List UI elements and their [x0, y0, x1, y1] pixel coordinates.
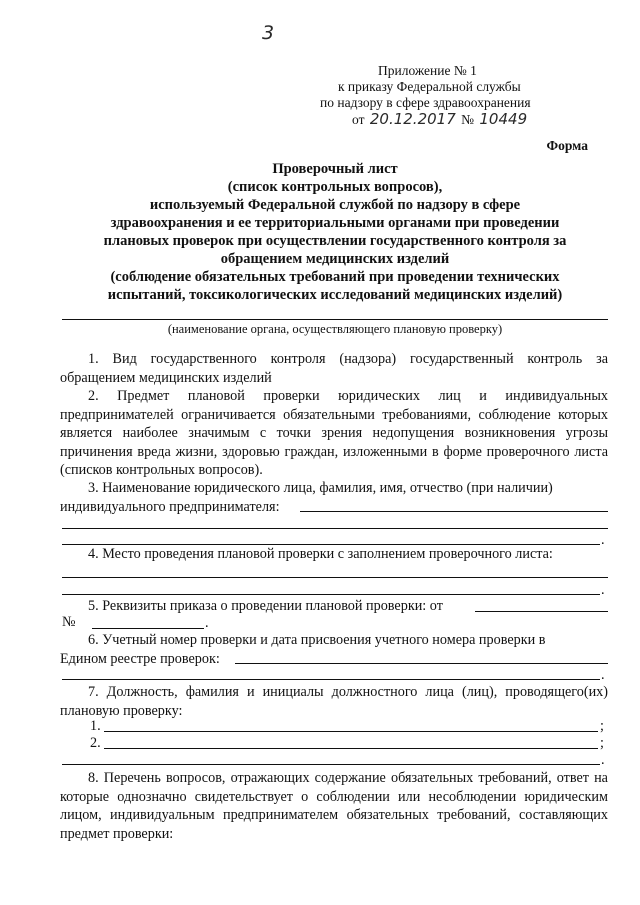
entrepreneur-name-field[interactable] [300, 511, 608, 512]
end-semicolon: ; [600, 735, 604, 751]
official-3-field[interactable] [62, 764, 600, 765]
end-dot: . [205, 615, 209, 631]
title-line: Проверочный лист [272, 161, 398, 177]
end-dot: . [601, 582, 605, 598]
document-title [60, 160, 610, 304]
org-name-line[interactable] [62, 319, 608, 320]
annex-order-line: к приказу Федеральной службы [338, 79, 521, 94]
inspection-place-field[interactable] [62, 577, 608, 578]
end-semicolon: ; [600, 718, 604, 734]
item-6-text-a: 6. Учетный номер проверки и дата присвоения учетного номера проверки в [88, 632, 546, 648]
item-7 [60, 683, 608, 720]
item-7-text: 7. Должность, фамилия и инициалы должностного лица (лиц), проводящего(их) плановую проверку: [60, 684, 608, 719]
end-dot: . [601, 532, 605, 548]
org-name-caption: (наименование органа, осуществляющего плановую проверку) [167, 322, 503, 336]
title-line: плановых проверок при осуществлении государственного контроля за [103, 233, 567, 249]
item-3-text-b: индивидуального предпринимателя: [60, 498, 280, 515]
item-2 [60, 387, 608, 480]
item-2-text: 2. Предмет плановой проверки юридических лиц и индивидуальных предпринимателей ограничивается обязательными требованиями, соблюдение которых является наиболее значимым с точки зрения недопущения возникновения угрозы причинения вреда жизни, здоровью граждан, изложенными в форме проверочного листа (списков контрольных вопросов). [60, 388, 608, 478]
number-prefix: № [461, 112, 475, 127]
item-8 [60, 769, 608, 843]
order-date-field[interactable] [475, 611, 608, 612]
official-1-label: 1. [90, 718, 101, 734]
annex-title: Приложение № 1 [378, 63, 477, 78]
item-5-text: 5. Реквизиты приказа о проведении плановой проверки: от [88, 598, 443, 614]
entrepreneur-name-field-2[interactable] [62, 528, 608, 529]
title-line: (соблюдение обязательных требований при проведении технических [110, 269, 560, 285]
annex-header [320, 63, 570, 128]
order-number-label: № [62, 614, 76, 630]
official-1-field[interactable] [104, 731, 598, 732]
official-2-label: 2. [90, 735, 101, 751]
item-3-text-a: 3. Наименование юридического лица, фамилия, имя, отчество (при наличии) [88, 480, 553, 496]
end-dot: . [601, 752, 605, 768]
handwritten-order-number: 10449 [479, 110, 528, 128]
title-line: здравоохранения и ее территориальными органами при проведении [110, 215, 560, 231]
title-line: обращением медицинских изделий [220, 251, 450, 267]
form-label: Форма [546, 138, 588, 153]
order-number-field[interactable] [92, 628, 204, 629]
official-2-field[interactable] [104, 748, 598, 749]
handwritten-date: 20.12.2017 [369, 110, 456, 128]
item-6-text-b: Едином реестре проверок: [60, 650, 220, 667]
registry-number-field-2[interactable] [62, 679, 600, 680]
title-line: (список контрольных вопросов), [227, 179, 443, 195]
item-4-text: 4. Место проведения плановой проверки с заполнением проверочного листа: [88, 546, 553, 562]
item-4 [60, 545, 608, 564]
item-5 [60, 597, 608, 616]
inspection-place-field-2[interactable] [62, 594, 600, 595]
item-8-text: 8. Перечень вопросов, отражающих содержание обязательных требований, ответ на которые однозначно свидетельствует о соблюдении или несоблюдении юридическим лицом, индивидуальным предпринимателем обязательных требований, составляющих предмет проверки: [60, 770, 608, 842]
title-line: используемый Федеральной службой по надзору в сфере [149, 197, 521, 213]
title-line: испытаний, токсикологических исследований медицинских изделий) [107, 287, 563, 303]
handwritten-page-number: 3 [262, 22, 275, 44]
registry-number-field[interactable] [235, 663, 608, 664]
date-prefix: от [352, 112, 365, 127]
item-1-text: 1. Вид государственного контроля (надзора) государственный контроль за обращением медицинских изделий [60, 351, 608, 386]
end-dot: . [601, 667, 605, 683]
annex-agency-line: по надзору в сфере здравоохранения [320, 95, 531, 110]
annex-date-line [320, 111, 570, 128]
item-1 [60, 350, 608, 387]
